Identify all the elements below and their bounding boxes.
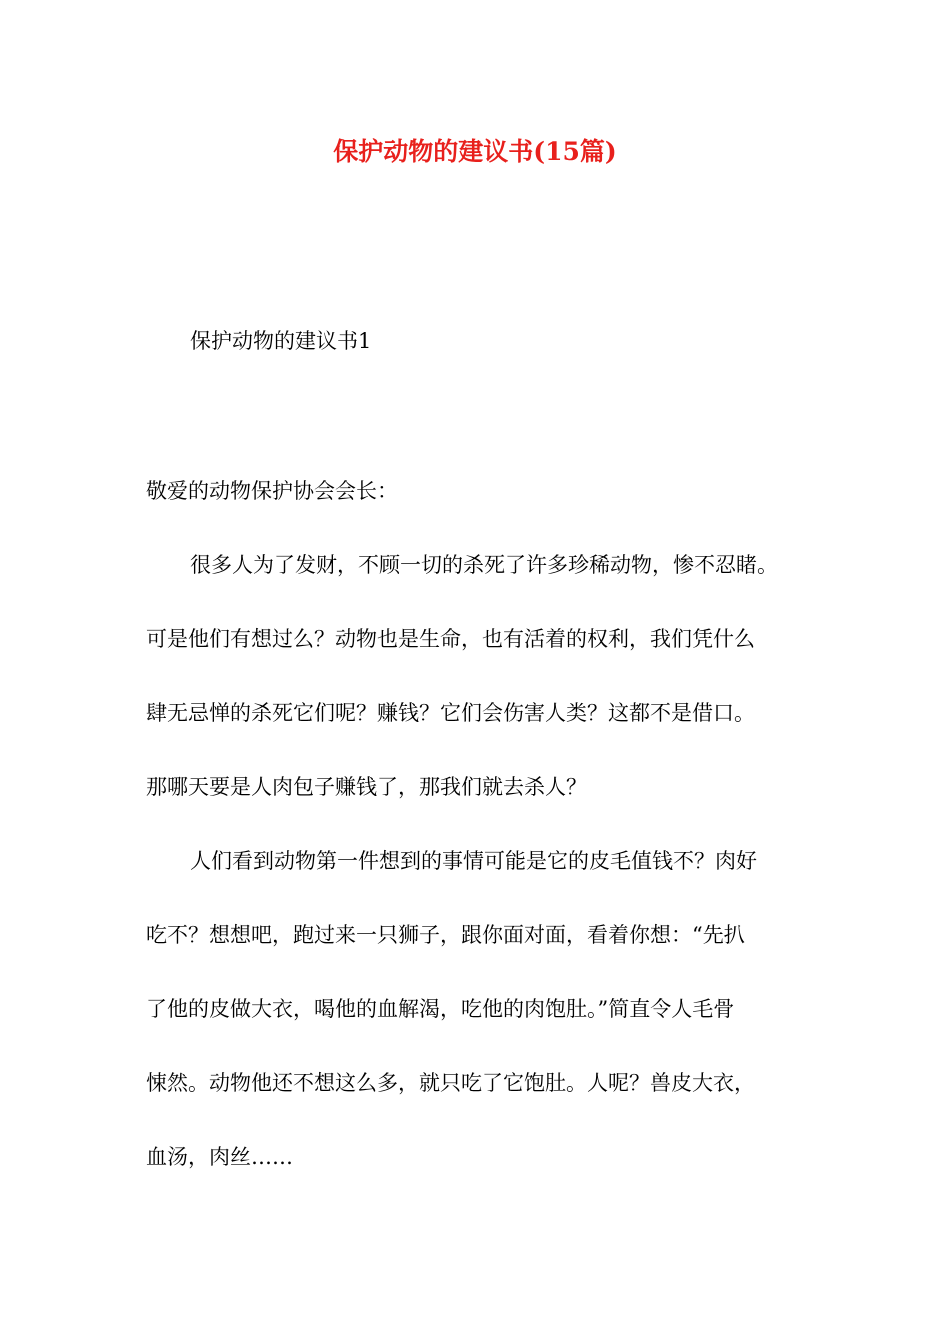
salutation: 敬爱的动物保护协会会长：	[146, 479, 398, 503]
paragraph-line: 肆无忌惮的杀死它们呢？赚钱？它们会伤害人类？这都不是借口。	[146, 701, 755, 725]
paragraph-line: 了他的皮做大衣，喝他的血解渴，吃他的肉饱肚。”简直令人毛骨	[146, 997, 735, 1021]
paragraph-line: 血汤，肉丝……	[146, 1145, 293, 1169]
paragraph-line: 那哪天要是人肉包子赚钱了，那我们就去杀人？	[146, 775, 587, 799]
letter-body	[146, 473, 836, 1213]
paragraph-line: 很多人为了发财，不顾一切的杀死了许多珍稀动物，惨不忍睹。	[190, 553, 778, 577]
paragraph-line: 吃不？想想吧，跑过来一只狮子，跟你面对面，看着你想：“先扒	[146, 923, 745, 947]
paragraph-1	[146, 547, 836, 805]
paragraph-line: 悚然。动物他还不想这么多，就只吃了它饱肚。人呢？兽皮大衣，	[146, 1071, 755, 1095]
paragraph-line: 可是他们有想过么？动物也是生命，也有活着的权利，我们凭什么	[146, 627, 755, 651]
document-title: 保护动物的建议书(15篇)	[333, 137, 617, 166]
section-heading: 保护动物的建议书1	[190, 329, 372, 353]
paragraph-line: 人们看到动物第一件想到的事情可能是它的皮毛值钱不？肉好	[190, 849, 757, 873]
paragraph-2	[146, 843, 836, 1175]
